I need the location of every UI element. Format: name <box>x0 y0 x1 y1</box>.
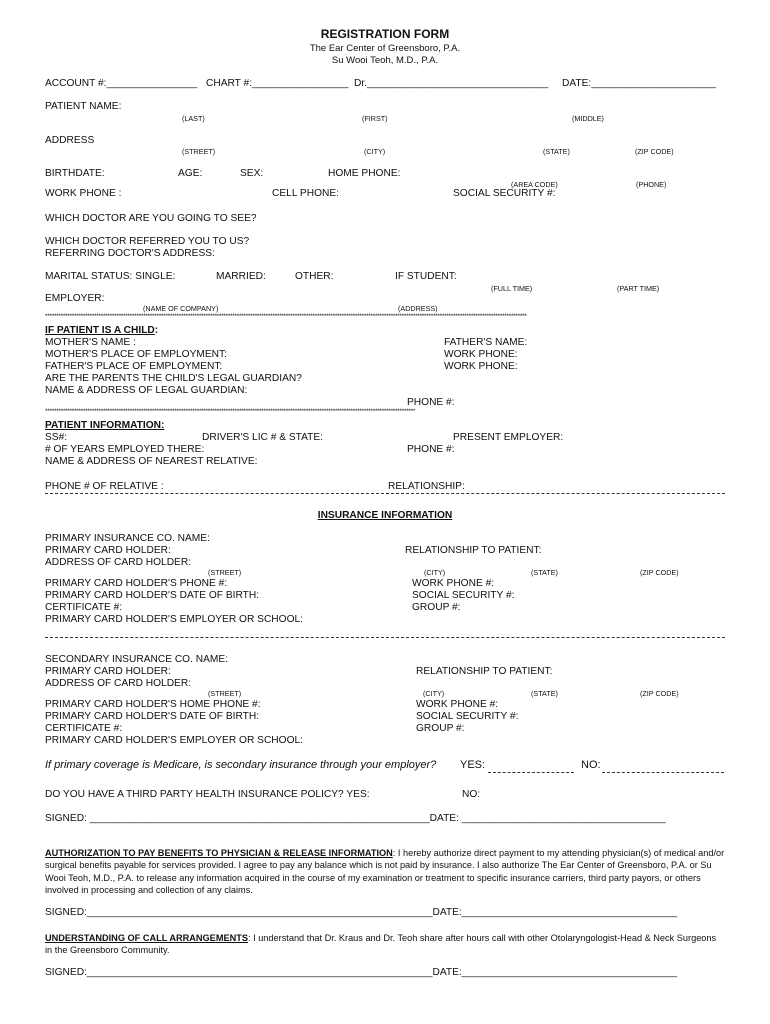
primary-ssn-label: SOCIAL SECURITY #: <box>412 590 515 601</box>
signature-line-2[interactable]: SIGNED:_____________________________________________________________DATE:______________________________________ <box>45 907 678 918</box>
signature-line-3[interactable]: SIGNED:_____________________________________________________________DATE:______________________________________ <box>45 967 678 978</box>
secondary-phone-label: PRIMARY CARD HOLDER'S HOME PHONE #: <box>45 699 261 710</box>
last-name-hint: (LAST) <box>182 114 205 123</box>
sex-label: SEX: <box>240 168 264 179</box>
father-name-label: FATHER'S NAME: <box>444 337 528 348</box>
primary-zip-hint: (ZIP CODE) <box>640 568 679 577</box>
home-phone-label: HOME PHONE: <box>328 168 401 179</box>
city-hint: (CITY) <box>364 147 386 156</box>
guardian-phone-label: PHONE #: <box>407 397 455 408</box>
secondary-dob-label: PRIMARY CARD HOLDER'S DATE OF BIRTH: <box>45 711 260 722</box>
guardian-question: ARE THE PARENTS THE CHILD'S LEGAL GUARDIAN? <box>45 373 302 384</box>
drivers-license-label: DRIVER'S LIC # & STATE: <box>202 432 324 443</box>
age-label: AGE: <box>178 168 203 179</box>
secondary-state-hint: (STATE) <box>531 689 558 698</box>
mother-name-label: MOTHER'S NAME : <box>45 337 136 348</box>
area-code-hint: (AREA CODE) <box>511 180 558 189</box>
secondary-city-hint: (CITY) <box>423 689 445 698</box>
primary-group-label: GROUP #: <box>412 602 461 613</box>
medicare-yes-line[interactable] <box>488 772 574 773</box>
patient-info-heading: PATIENT INFORMATION: <box>45 420 165 431</box>
primary-street-hint: (STREET) <box>208 568 242 577</box>
divider <box>45 637 725 638</box>
insurance-heading: INSURANCE INFORMATION <box>317 510 453 521</box>
medicare-no-line[interactable] <box>602 772 724 773</box>
secondary-holder-label: PRIMARY CARD HOLDER: <box>45 666 171 677</box>
authorization-text: : I hereby authorize direct payment to my attending physician(s) of medical and/or surgical benefits payable for services provided. I agree to pay any balance which is not paid by insurance. I also authorize The Ear Center of Greensboro, P.A. or Su Wooi Teoh, M.D., P.A. to release any information acquired in the course of my examination or treatment to specific insurance carriers, third party payors, or others involved in processing and collection of any claims. <box>45 848 725 895</box>
separator-stars-2: ********************************************************************************************************************************************************************** <box>45 408 416 415</box>
years-employed-label: # OF YEARS EMPLOYED THERE: <box>45 444 205 455</box>
separator-stars: ************************************************************************************************************************************************************************************************************************ <box>45 313 527 320</box>
account-field[interactable]: ACCOUNT #:________________ <box>45 78 198 89</box>
married-label: MARRIED: <box>216 271 266 282</box>
primary-address-label: ADDRESS OF CARD HOLDER: <box>45 557 192 568</box>
secondary-street-hint: (STREET) <box>208 689 242 698</box>
phone-hint: (PHONE) <box>636 180 667 189</box>
primary-certificate-label: CERTIFICATE #: <box>45 602 123 613</box>
marital-status-label: MARITAL STATUS: SINGLE: <box>45 271 176 282</box>
secondary-work-phone-label: WORK PHONE #: <box>416 699 499 710</box>
which-doctor-label: WHICH DOCTOR ARE YOU GOING TO SEE? <box>45 213 257 224</box>
child-heading-colon: : <box>154 325 159 336</box>
chart-field[interactable]: CHART #:_________________ <box>206 78 349 89</box>
primary-city-hint: (CITY) <box>424 568 446 577</box>
patient-name-label: PATIENT NAME: <box>45 101 122 112</box>
present-employer-label: PRESENT EMPLOYER: <box>453 432 564 443</box>
other-label: OTHER: <box>295 271 334 282</box>
part-time-hint: (PART TIME) <box>617 284 660 293</box>
ssn-label: SOCIAL SECURITY #: <box>453 188 556 199</box>
street-hint: (STREET) <box>182 147 216 156</box>
state-hint: (STATE) <box>543 147 570 156</box>
doctor-field[interactable]: Dr.________________________________ <box>354 78 549 89</box>
employer-phone-label: PHONE #: <box>407 444 455 455</box>
work-phone-label: WORK PHONE : <box>45 188 122 199</box>
mother-employment-label: MOTHER'S PLACE OF EMPLOYMENT: <box>45 349 227 360</box>
relative-phone-label: PHONE # OF RELATIVE : <box>45 481 164 492</box>
secondary-employer-label: PRIMARY CARD HOLDER'S EMPLOYER OR SCHOOL: <box>45 735 304 746</box>
primary-employer-label: PRIMARY CARD HOLDER'S EMPLOYER OR SCHOOL: <box>45 614 304 625</box>
relationship-label: RELATIONSHIP: <box>388 481 465 492</box>
medicare-yes-label: YES: <box>460 759 486 771</box>
first-name-hint: (FIRST) <box>362 114 388 123</box>
ss-label: SS#: <box>45 432 68 443</box>
signature-line-1[interactable]: SIGNED: ____________________________________________________________DATE: ____________________________________ <box>45 813 666 824</box>
employer-label: EMPLOYER: <box>45 293 105 304</box>
company-hint: (NAME OF COMPANY) <box>143 304 219 313</box>
guardian-address-label: NAME & ADDRESS OF LEGAL GUARDIAN: <box>45 385 248 396</box>
third-party-no-label: NO: <box>462 789 481 800</box>
father-employment-label: FATHER'S PLACE OF EMPLOYMENT: <box>45 361 223 372</box>
child-section-heading <box>45 325 158 337</box>
primary-holder-label: PRIMARY CARD HOLDER: <box>45 545 171 556</box>
primary-dob-label: PRIMARY CARD HOLDER'S DATE OF BIRTH: <box>45 590 260 601</box>
secondary-certificate-label: CERTIFICATE #: <box>45 723 123 734</box>
divider <box>45 493 725 494</box>
call-arrangements-paragraph <box>45 932 725 957</box>
secondary-group-label: GROUP #: <box>416 723 465 734</box>
primary-work-phone-label: WORK PHONE #: <box>412 578 495 589</box>
mother-work-phone-label: WORK PHONE: <box>444 349 518 360</box>
child-heading-text: IF PATIENT IS A CHILD <box>45 325 155 336</box>
primary-co-name-label: PRIMARY INSURANCE CO. NAME: <box>45 533 210 544</box>
primary-phone-label: PRIMARY CARD HOLDER'S PHONE #: <box>45 578 228 589</box>
cell-phone-label: CELL PHONE: <box>272 188 339 199</box>
date-field[interactable]: DATE:______________________ <box>562 78 716 89</box>
nearest-relative-label: NAME & ADDRESS OF NEAREST RELATIVE: <box>45 456 258 467</box>
authorization-paragraph <box>45 847 725 896</box>
authorization-heading: AUTHORIZATION TO PAY BENEFITS TO PHYSICIAN & RELEASE INFORMATION <box>45 848 393 858</box>
secondary-address-label: ADDRESS OF CARD HOLDER: <box>45 678 192 689</box>
secondary-ssn-label: SOCIAL SECURITY #: <box>416 711 519 722</box>
address-label: ADDRESS <box>45 135 95 146</box>
employer-address-hint: (ADDRESS) <box>398 304 438 313</box>
call-arrangements-heading: UNDERSTANDING OF CALL ARRANGEMENTS <box>45 933 248 943</box>
medicare-no-label: NO: <box>581 759 601 771</box>
secondary-co-name-label: SECONDARY INSURANCE CO. NAME: <box>45 654 229 665</box>
org-name: The Ear Center of Greensboro, P.A. <box>309 43 461 54</box>
if-student-label: IF STUDENT: <box>395 271 457 282</box>
full-time-hint: (FULL TIME) <box>491 284 533 293</box>
referred-doctor-label: WHICH DOCTOR REFERRED YOU TO US? <box>45 236 250 247</box>
secondary-zip-hint: (ZIP CODE) <box>640 689 679 698</box>
form-title: REGISTRATION FORM <box>320 27 450 41</box>
primary-relationship-label: RELATIONSHIP TO PATIENT: <box>405 545 542 556</box>
birthdate-label: BIRTHDATE: <box>45 168 105 179</box>
middle-name-hint: (MIDDLE) <box>572 114 604 123</box>
call-arrangements-text: : I understand that Dr. Kraus and Dr. Teoh share after hours call with other Otolaryngologist-Head & Neck Surgeons in the Greensboro Community. <box>45 933 717 956</box>
referring-address-label: REFERRING DOCTOR'S ADDRESS: <box>45 248 215 259</box>
third-party-question: DO YOU HAVE A THIRD PARTY HEALTH INSURANCE POLICY? YES: <box>45 789 370 800</box>
secondary-relationship-label: RELATIONSHIP TO PATIENT: <box>416 666 553 677</box>
org-name-2: Su Wooi Teoh, M.D., P.A. <box>331 55 439 66</box>
father-work-phone-label: WORK PHONE: <box>444 361 518 372</box>
primary-state-hint: (STATE) <box>531 568 558 577</box>
medicare-question: If primary coverage is Medicare, is secondary insurance through your employer? <box>45 759 437 771</box>
zip-hint: (ZIP CODE) <box>635 147 674 156</box>
